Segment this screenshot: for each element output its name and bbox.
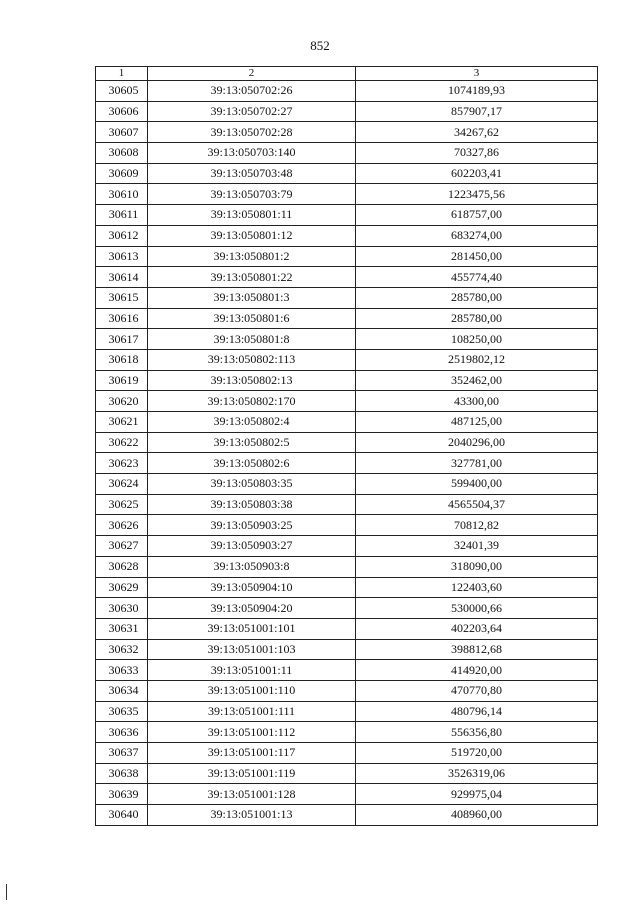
column-header-value: 3	[356, 67, 598, 81]
row-number-cell: 30609	[96, 163, 148, 184]
row-number-cell: 30628	[96, 556, 148, 577]
cadastral-value-cell: 122403,60	[356, 577, 598, 598]
cadastral-number-cell: 39:13:051001:13	[148, 805, 356, 826]
row-number-cell: 30623	[96, 453, 148, 474]
cadastral-value-cell: 556356,80	[356, 722, 598, 743]
table-row	[96, 391, 598, 412]
row-number-cell: 30608	[96, 143, 148, 164]
row-number-cell: 30633	[96, 660, 148, 681]
cadastral-value-cell: 929975,04	[356, 784, 598, 805]
cadastral-value-cell: 857907,17	[356, 101, 598, 122]
cadastral-number-cell: 39:13:050903:8	[148, 556, 356, 577]
table-row	[96, 122, 598, 143]
cadastral-number-cell: 39:13:050802:6	[148, 453, 356, 474]
table-row	[96, 743, 598, 764]
table-row	[96, 763, 598, 784]
table-row	[96, 287, 598, 308]
cadastral-value-cell: 327781,00	[356, 453, 598, 474]
cadastral-value-cell: 43300,00	[356, 391, 598, 412]
cadastral-value-cell: 530000,66	[356, 598, 598, 619]
table-body	[96, 81, 598, 826]
row-number-cell: 30614	[96, 267, 148, 288]
cadastral-number-cell: 39:13:051001:117	[148, 743, 356, 764]
table-row	[96, 536, 598, 557]
cadastral-number-cell: 39:13:050802:4	[148, 412, 356, 433]
cadastral-number-cell: 39:13:050803:35	[148, 474, 356, 495]
table-row	[96, 784, 598, 805]
row-number-cell: 30632	[96, 639, 148, 660]
cadastral-number-cell: 39:13:051001:111	[148, 701, 356, 722]
row-number-cell: 30615	[96, 287, 148, 308]
column-header-number: 1	[96, 67, 148, 81]
row-number-cell: 30606	[96, 101, 148, 122]
cadastral-number-cell: 39:13:050703:140	[148, 143, 356, 164]
row-number-cell: 30635	[96, 701, 148, 722]
cadastral-number-cell: 39:13:050802:5	[148, 432, 356, 453]
cadastral-number-cell: 39:13:050703:79	[148, 184, 356, 205]
row-number-cell: 30630	[96, 598, 148, 619]
cadastral-number-cell: 39:13:050801:6	[148, 308, 356, 329]
row-number-cell: 30624	[96, 474, 148, 495]
cadastral-number-cell: 39:13:051001:128	[148, 784, 356, 805]
table-row	[96, 184, 598, 205]
cadastral-value-cell: 2040296,00	[356, 432, 598, 453]
row-number-cell: 30616	[96, 308, 148, 329]
table-row	[96, 81, 598, 102]
cadastral-number-cell: 39:13:050801:22	[148, 267, 356, 288]
cadastral-value-cell: 683274,00	[356, 225, 598, 246]
cadastral-value-cell: 599400,00	[356, 474, 598, 495]
table-row	[96, 453, 598, 474]
row-number-cell: 30640	[96, 805, 148, 826]
row-number-cell: 30638	[96, 763, 148, 784]
cadastral-number-cell: 39:13:051001:11	[148, 660, 356, 681]
row-number-cell: 30618	[96, 349, 148, 370]
cadastral-value-cell: 414920,00	[356, 660, 598, 681]
table-row	[96, 163, 598, 184]
row-number-cell: 30621	[96, 412, 148, 433]
cadastral-number-cell: 39:13:051001:101	[148, 618, 356, 639]
table-row	[96, 349, 598, 370]
cadastral-number-cell: 39:13:050801:12	[148, 225, 356, 246]
row-number-cell: 30636	[96, 722, 148, 743]
cadastral-value-cell: 487125,00	[356, 412, 598, 433]
cadastral-value-cell: 1074189,93	[356, 81, 598, 102]
table-row	[96, 143, 598, 164]
table-row	[96, 660, 598, 681]
cadastral-value-cell: 2519802,12	[356, 349, 598, 370]
cadastral-number-cell: 39:13:050702:27	[148, 101, 356, 122]
table-row	[96, 515, 598, 536]
cadastral-number-cell: 39:13:050802:170	[148, 391, 356, 412]
cadastral-value-cell: 3526319,06	[356, 763, 598, 784]
cadastral-number-cell: 39:13:050802:13	[148, 370, 356, 391]
table-row	[96, 598, 598, 619]
table-row	[96, 639, 598, 660]
cadastral-number-cell: 39:13:051001:103	[148, 639, 356, 660]
cadastral-value-cell: 519720,00	[356, 743, 598, 764]
cadastral-number-cell: 39:13:050703:48	[148, 163, 356, 184]
cadastral-value-cell: 285780,00	[356, 287, 598, 308]
table-row	[96, 805, 598, 826]
row-number-cell: 30627	[96, 536, 148, 557]
table-row	[96, 246, 598, 267]
table-row	[96, 494, 598, 515]
cadastral-number-cell: 39:13:050801:8	[148, 329, 356, 350]
row-number-cell: 30626	[96, 515, 148, 536]
cadastral-value-cell: 602203,41	[356, 163, 598, 184]
table-row	[96, 308, 598, 329]
cadastral-value-cell: 470770,80	[356, 680, 598, 701]
table-row	[96, 722, 598, 743]
cadastral-number-cell: 39:13:050801:3	[148, 287, 356, 308]
cadastral-value-cell: 108250,00	[356, 329, 598, 350]
table-row	[96, 412, 598, 433]
cadastral-value-cell: 408960,00	[356, 805, 598, 826]
cadastral-value-cell: 618757,00	[356, 205, 598, 226]
table-row	[96, 618, 598, 639]
cadastral-value-cell: 318090,00	[356, 556, 598, 577]
cadastral-value-cell: 34267,62	[356, 122, 598, 143]
cadastral-number-cell: 39:13:050903:27	[148, 536, 356, 557]
column-header-cadastral-number: 2	[148, 67, 356, 81]
table-row	[96, 432, 598, 453]
cadastral-value-cell: 1223475,56	[356, 184, 598, 205]
cadastral-value-cell: 32401,39	[356, 536, 598, 557]
table-row	[96, 267, 598, 288]
row-number-cell: 30610	[96, 184, 148, 205]
cadastral-number-cell: 39:13:051001:112	[148, 722, 356, 743]
table-row	[96, 474, 598, 495]
row-number-cell: 30639	[96, 784, 148, 805]
row-number-cell: 30631	[96, 618, 148, 639]
row-number-cell: 30612	[96, 225, 148, 246]
cadastral-value-cell: 281450,00	[356, 246, 598, 267]
row-number-cell: 30607	[96, 122, 148, 143]
page-number: 852	[310, 38, 330, 53]
table-row	[96, 680, 598, 701]
cadastral-value-cell: 398812,68	[356, 639, 598, 660]
row-number-cell: 30613	[96, 246, 148, 267]
row-number-cell: 30634	[96, 680, 148, 701]
table-row	[96, 205, 598, 226]
cadastral-value-cell: 352462,00	[356, 370, 598, 391]
cadastral-number-cell: 39:13:050803:38	[148, 494, 356, 515]
table-row	[96, 370, 598, 391]
table-row	[96, 577, 598, 598]
table-row	[96, 225, 598, 246]
table-header-row	[96, 67, 598, 81]
cadastral-number-cell: 39:13:050702:26	[148, 81, 356, 102]
cadastral-value-cell: 70812,82	[356, 515, 598, 536]
row-number-cell: 30619	[96, 370, 148, 391]
table-row	[96, 556, 598, 577]
table-row	[96, 101, 598, 122]
cadastral-number-cell: 39:13:050801:11	[148, 205, 356, 226]
cadastral-number-cell: 39:13:051001:119	[148, 763, 356, 784]
cadastral-value-cell: 480796,14	[356, 701, 598, 722]
cadastral-value-cell: 285780,00	[356, 308, 598, 329]
cadastral-value-cell: 402203,64	[356, 618, 598, 639]
cadastral-value-cell: 4565504,37	[356, 494, 598, 515]
cadastral-value-table	[95, 66, 598, 826]
row-number-cell: 30622	[96, 432, 148, 453]
row-number-cell: 30605	[96, 81, 148, 102]
cadastral-number-cell: 39:13:050801:2	[148, 246, 356, 267]
cadastral-number-cell: 39:13:051001:110	[148, 680, 356, 701]
cadastral-number-cell: 39:13:050904:10	[148, 577, 356, 598]
table-row	[96, 701, 598, 722]
row-number-cell: 30629	[96, 577, 148, 598]
row-number-cell: 30637	[96, 743, 148, 764]
cadastral-number-cell: 39:13:050702:28	[148, 122, 356, 143]
cadastral-value-cell: 70327,86	[356, 143, 598, 164]
cadastral-number-cell: 39:13:050903:25	[148, 515, 356, 536]
cadastral-number-cell: 39:13:050802:113	[148, 349, 356, 370]
cadastral-number-cell: 39:13:050904:20	[148, 598, 356, 619]
row-number-cell: 30620	[96, 391, 148, 412]
scan-edge-mark	[6, 884, 7, 900]
row-number-cell: 30625	[96, 494, 148, 515]
cadastral-value-cell: 455774,40	[356, 267, 598, 288]
table-row	[96, 329, 598, 350]
row-number-cell: 30611	[96, 205, 148, 226]
row-number-cell: 30617	[96, 329, 148, 350]
